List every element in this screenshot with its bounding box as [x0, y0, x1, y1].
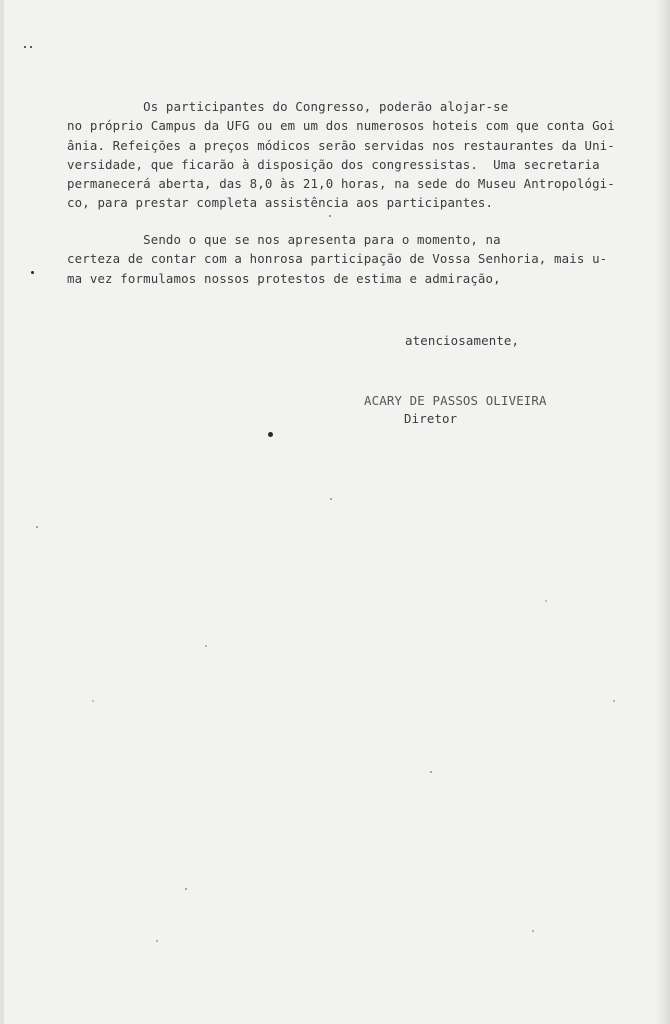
paper-speck	[430, 771, 432, 773]
paragraph-accommodation	[67, 97, 615, 213]
paper-speck	[30, 46, 32, 48]
signer-name: ACARY DE PASSOS OLIVEIRA	[364, 393, 547, 408]
text-line: no próprio Campus da UFG ou em um dos numerosos hoteis com que conta Goi	[67, 118, 615, 134]
text-line: Os participantes do Congresso, poderão alojar-se	[67, 99, 509, 114]
text-line: ânia. Refeições a preços módicos serão servidas nos restaurantes da Uni-	[67, 137, 615, 153]
paper-speck	[185, 888, 187, 890]
text-line: permanecerá aberta, das 8,0 às 21,0 horas, na sede do Museu Antropológi-	[67, 176, 615, 192]
text-line: co, para prestar completa assistência aos participantes.	[67, 195, 494, 211]
paper-speck	[330, 498, 332, 500]
paper-speck	[31, 271, 34, 274]
paper-speck	[92, 700, 94, 702]
text-line: Sendo o que se nos apresenta para o momento, na	[67, 232, 501, 247]
paper-speck	[613, 700, 615, 702]
text-line: versidade, que ficarão à disposição dos congressistas. Uma secretaria	[67, 156, 600, 172]
paragraph-closing-remarks	[67, 230, 607, 288]
paper-speck	[36, 526, 38, 528]
paper-speck	[329, 215, 331, 217]
paper-speck	[545, 600, 547, 602]
text-line: certeza de contar com a honrosa participação de Vossa Senhoria, mais u-	[67, 251, 608, 267]
paper-speck	[156, 940, 158, 942]
text-line: ma vez formulamos nossos protestos de estima e admiração,	[67, 270, 501, 286]
page-edge-left	[0, 0, 4, 1024]
page-edge-shadow	[656, 0, 670, 1024]
paper-speck	[532, 930, 534, 932]
paper-speck	[205, 645, 207, 647]
paper-speck	[268, 432, 273, 437]
closing-salutation: atenciosamente,	[405, 333, 520, 348]
paper-speck	[24, 46, 26, 48]
signer-title: Diretor	[404, 411, 458, 426]
